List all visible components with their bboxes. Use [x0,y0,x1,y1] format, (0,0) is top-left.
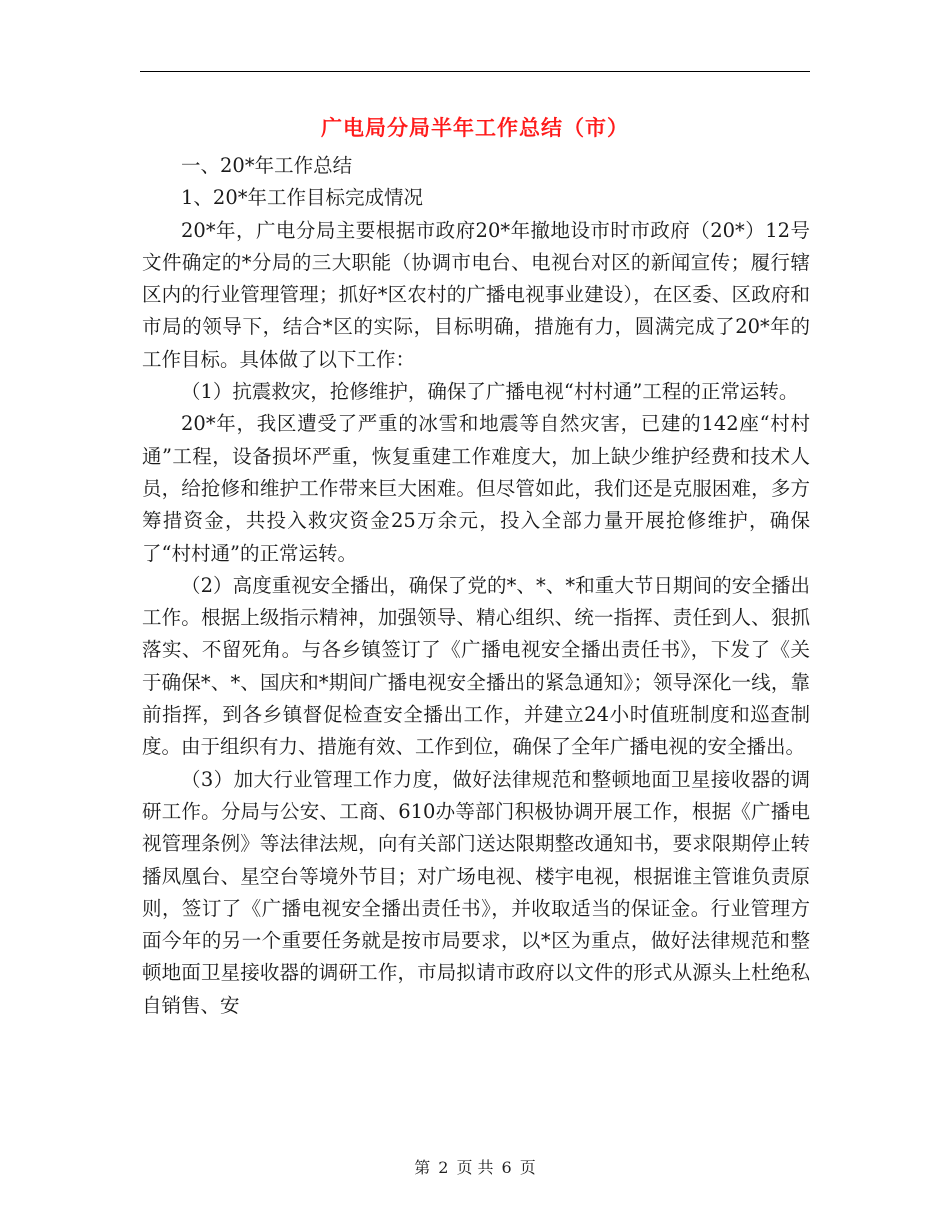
body-paragraph: 20*年，广电分局主要根据市政府20*年撤地设市时市政府（20*）12号文件确定的*分局的三大职能（协调市电台、电视台对区的新闻宣传；履行辖区内的行业管理管理；抓好*区农村的广播电视事业建设），在区委、区政府和市局的领导下，结合*区的实际，目标明确，措施有力，圆满完成了20*年的工作目标。具体做了以下工作： [142,218,810,371]
header-rule [140,71,810,72]
subsection-heading: 1、20*年工作目标完成情况 [181,186,423,210]
footer-page-number: 2 [438,1158,449,1177]
footer-suffix: 页 [519,1158,536,1177]
footer-prefix: 第 [414,1158,431,1177]
footer-mid: 页 共 [456,1158,494,1177]
document-title: 广电局分局半年工作总结（市） [321,116,629,140]
page-footer [0,1155,950,1178]
footer-total-pages: 6 [501,1158,512,1177]
body-paragraph: 20*年，我区遭受了严重的冰雪和地震等自然灾害，已建的142座“村村通”工程，设备损坏严重，恢复重建工作难度大，加上缺少维护经费和技术人员，给抢修和维护工作带来巨大困难。但尽管如此，我们还是克服困难，多方筹措资金，共投入救灾资金25万余元，投入全部力量开展抢修维护，确保了“村村通”的正常运转。 [142,412,810,565]
section-heading: 一、20*年工作总结 [181,154,353,177]
document-body [142,150,810,1022]
body-paragraph: （2）高度重视安全播出，确保了党的*、*、*和重大节日期间的安全播出工作。根据上级指示精神，加强领导、精心组织、统一指挥、责任到人、狠抓落实、不留死角。与各乡镇签订了《广播电视安全播出责任书》，下发了《关于确保*、*、国庆和*期间广播电视安全播出的紧急通知》；领导深化一线，靠前指挥，到各乡镇督促检查安全播出工作，并建立24小时值班制度和巡查制度。由于组织有力、措施有效、工作到位，确保了全年广播电视的安全播出。 [142,573,810,759]
body-paragraph: （3）加大行业管理工作力度，做好法律规范和整顿地面卫星接收器的调研工作。分局与公安、工商、610办等部门积极协调开展工作，根据《广播电视管理条例》等法律法规，向有关部门送达限期整改通知书，要求限期停止转播凤凰台、星空台等境外节目；对广场电视、楼宇电视，根据谁主管谁负责原则，签订了《广播电视安全播出责任书》，并收取适当的保证金。行业管理方面今年的另一个重要任务就是按市局要求，以*区为重点，做好法律规范和整顿地面卫星接收器的调研工作，市局拟请市政府以文件的形式从源头上杜绝私自销售、安 [142,767,810,1017]
body-paragraph: （1）抗震救灾，抢修维护，确保了广播电视“村村通”工程的正常运转。 [181,380,799,404]
